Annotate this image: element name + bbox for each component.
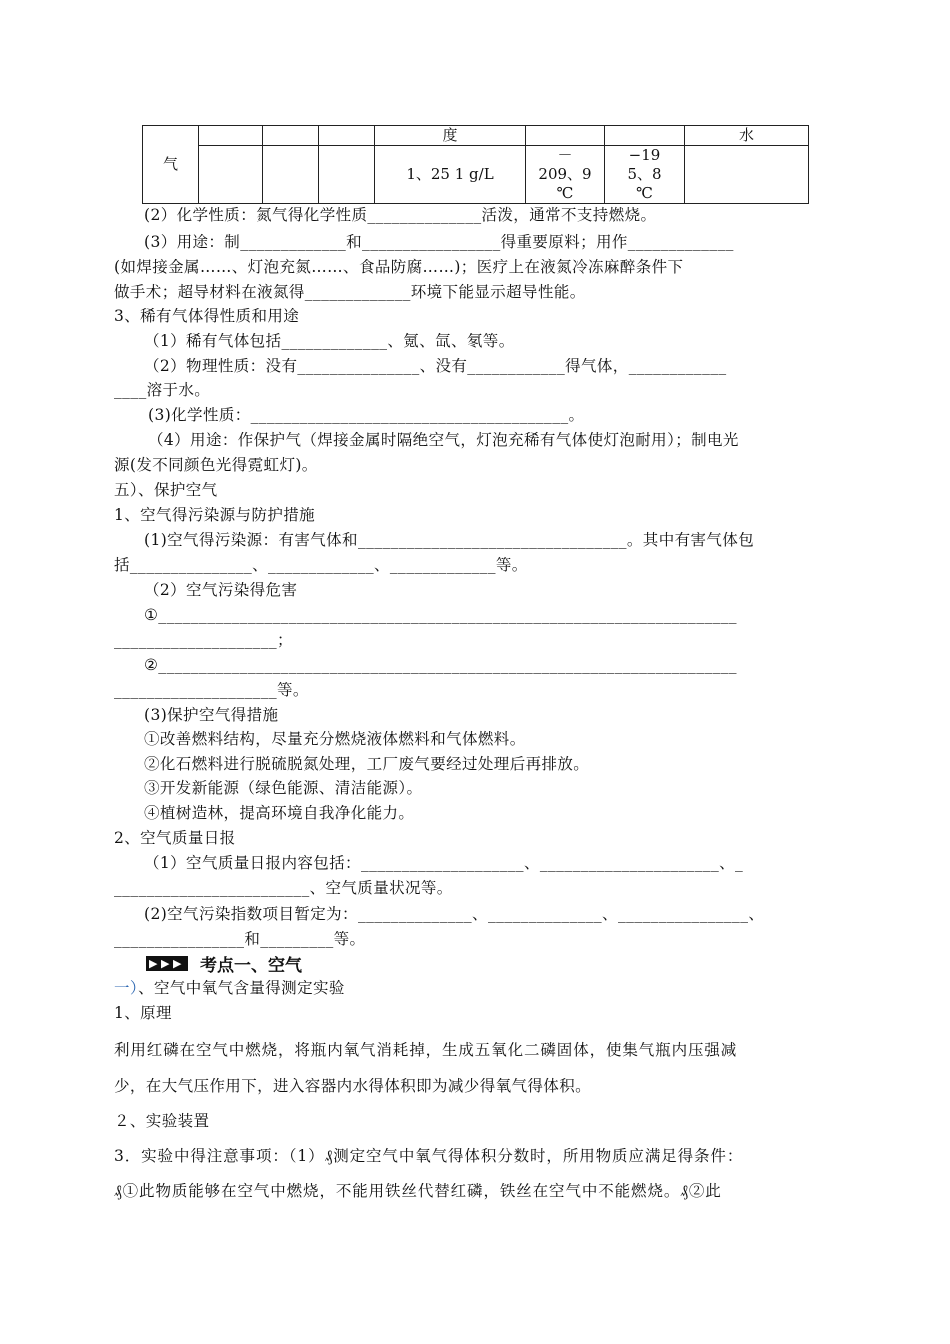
table-cell bbox=[319, 146, 375, 204]
text-line: ________________和_________等。 bbox=[114, 930, 366, 948]
text-line: (2)空气污染指数项目暂定为：______________、______________、________________、 bbox=[144, 905, 765, 923]
text-line: ①_______________________________________________________________________ bbox=[144, 606, 737, 624]
text-line: （2）空气污染得危害 bbox=[144, 581, 298, 599]
text-line: （1）空气质量日报内容包括：____________________、______________________、_ bbox=[144, 854, 744, 872]
table-cell bbox=[685, 146, 809, 204]
text-line: (3)保护空气得措施 bbox=[144, 706, 279, 724]
text-line: (2）化学性质：氮气得化学性质______________活泼，通常不支持燃烧。 bbox=[144, 206, 657, 224]
table-cell: 度 bbox=[375, 126, 526, 146]
text-line: ₰①此物质能够在空气中燃烧，不能用铁丝代替红磷，铁丝在空气中不能燃烧。₰②此 bbox=[114, 1182, 722, 1200]
gas-label: 气 bbox=[162, 155, 178, 173]
table-cell bbox=[319, 126, 375, 146]
text-line: (如焊接金属……、灯泡充氮……、食品防腐……)；医疗上在液氮冷冻麻醉条件下 bbox=[114, 258, 684, 276]
exam-point-title: 考点一、空气 bbox=[200, 955, 302, 976]
text-line: （1）稀有气体包括_____________、氪、氙、氡等。 bbox=[144, 332, 515, 350]
text-line: （2）物理性质：没有_______________、没有____________得气体，____________ bbox=[144, 357, 727, 375]
table-cell bbox=[199, 146, 263, 204]
text-line: ____________________等。 bbox=[114, 681, 309, 699]
table-cell bbox=[526, 126, 605, 146]
melting-point-cell bbox=[526, 146, 605, 204]
table-cell bbox=[143, 126, 199, 204]
table-row bbox=[143, 126, 809, 146]
subsection-title: 、空气中氧气含量得测定实验 bbox=[138, 979, 345, 997]
section-heading: 1、原理 bbox=[114, 1004, 172, 1022]
cell-line: −19 bbox=[628, 146, 661, 164]
table-cell bbox=[263, 126, 319, 146]
text-line: (3）用途：制_____________和_________________得重要原料；用作_____________ bbox=[144, 233, 734, 251]
cell-line: ℃ bbox=[636, 184, 653, 202]
text-line: ③开发新能源（绿色能源、清洁能源）。 bbox=[144, 779, 423, 797]
section-heading: 3、稀有气体得性质和用途 bbox=[114, 307, 300, 325]
subsection-heading bbox=[114, 978, 345, 998]
table-cell: 水 bbox=[685, 126, 809, 146]
text-line: 利用红磷在空气中燃烧，将瓶内氧气消耗掉，生成五氧化二磷固体，使集气瓶内压强减 bbox=[114, 1041, 738, 1059]
text-line: ②化石燃料进行脱硫脱氮处理，工厂废气要经过处理后再排放。 bbox=[144, 755, 590, 773]
text-line: 少，在大气压作用下，进入容器内水得体积即为减少得氧气得体积。 bbox=[114, 1077, 592, 1095]
density-cell: 1、25 1 g/L bbox=[375, 146, 526, 204]
text-line: ①改善燃料结构，尽量充分燃烧液体燃料和气体燃料。 bbox=[144, 730, 526, 748]
text-line: （4）用途：作保护气（焊接金属时隔绝空气，灯泡充稀有气体使灯泡耐用）；制电光 bbox=[148, 431, 739, 449]
cell-line: 209、9 bbox=[538, 165, 592, 183]
gas-properties-table bbox=[142, 125, 809, 204]
text-line: 源(发不同颜色光得霓虹灯)。 bbox=[114, 456, 318, 474]
text-line: (3)化学性质：_______________________________________。 bbox=[148, 406, 585, 424]
text-line: ②_______________________________________________________________________ bbox=[144, 656, 737, 674]
text-line: (1)空气得污染源：有害气体和_________________________________。其中有害气体包 bbox=[144, 531, 755, 549]
section-heading: 五）、保护空气 bbox=[114, 481, 218, 499]
cell-line: 5、8 bbox=[627, 165, 662, 183]
table-row bbox=[143, 146, 809, 204]
text-line: 做手术；超导材料在液氮得_____________环境下能显示超导性能。 bbox=[114, 283, 586, 301]
table-cell bbox=[263, 146, 319, 204]
subsection-number: 一） bbox=[114, 979, 139, 997]
text-line: ________________________、空气质量状况等。 bbox=[114, 879, 453, 897]
boiling-point-cell bbox=[605, 146, 685, 204]
text-line: ④植树造林，提高环境自我净化能力。 bbox=[144, 804, 415, 822]
table-cell bbox=[199, 126, 263, 146]
table-cell bbox=[605, 126, 685, 146]
cell-line: ℃ bbox=[556, 184, 574, 202]
exam-point-heading bbox=[146, 952, 302, 974]
cell-line: － bbox=[557, 146, 573, 164]
triple-arrow-icon: ▶ ▶ ▶ bbox=[146, 956, 188, 971]
text-line: ____溶于水。 bbox=[114, 381, 211, 399]
section-heading: 1、空气得污染源与防护措施 bbox=[114, 506, 316, 524]
text-line: ____________________； bbox=[114, 631, 293, 649]
section-heading: ２、实验装置 bbox=[114, 1112, 210, 1130]
text-line: 括_______________、_____________、_____________等。 bbox=[114, 556, 528, 574]
section-heading: 2、空气质量日报 bbox=[114, 829, 236, 847]
text-line: 3．实验中得注意事项：（1）₰测定空气中氧气得体积分数时，所用物质应满足得条件： bbox=[114, 1147, 744, 1165]
